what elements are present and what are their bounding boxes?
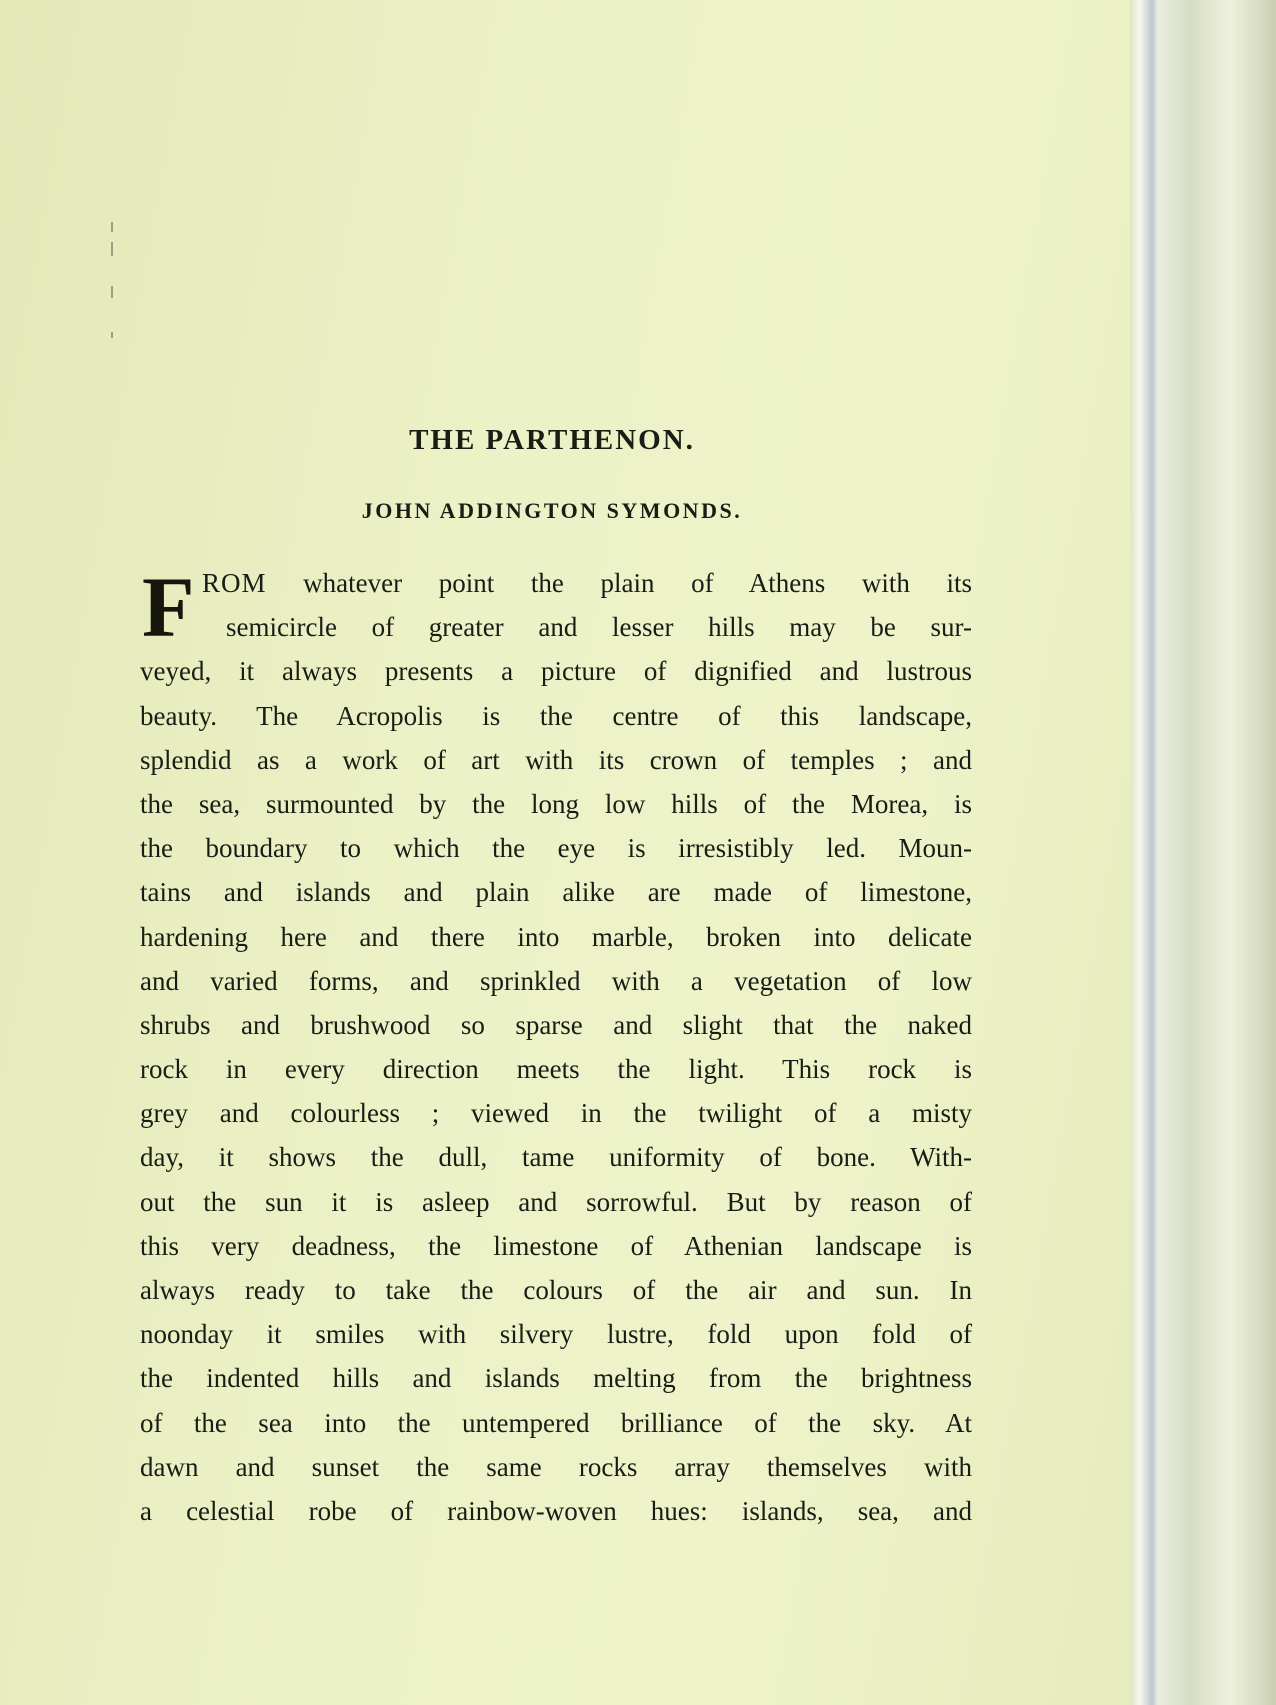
text-line-15: out the sun it is asleep and sorrowful. But by reason of	[140, 1186, 972, 1217]
first-word-rest: ROM	[202, 568, 267, 598]
gutter-marks	[111, 222, 115, 342]
text-line-10: and varied forms, and sprinkled with a vegetation of low	[140, 965, 972, 996]
text-line-6: the sea, surmounted by the long low hills of the Morea, is	[140, 788, 972, 819]
text-line-17: always ready to take the colours of the air and sun. In	[140, 1275, 972, 1305]
text-line-14: day, it shows the dull, tame uniformity of bone. With-	[140, 1142, 972, 1173]
text-line-12: rock in every direction meets the light. This rock is	[140, 1054, 972, 1085]
text-line-1	[140, 561, 972, 605]
text-line-5: splendid as a work of art with its crown of temples ; and	[140, 744, 972, 775]
text-line-3: veyed, it always presents a picture of dignified and lustrous	[140, 656, 972, 687]
text-line-4: beauty. The Acropolis is the centre of this landscape,	[140, 700, 972, 731]
text-line-22: a celestial robe of rainbow-woven hues: islands, sea, and	[140, 1495, 972, 1526]
text-line-19: the indented hills and islands melting from the brightness	[140, 1363, 972, 1394]
text-line-18: noonday it smiles with silvery lustre, fold upon fold of	[140, 1319, 972, 1350]
body-text	[140, 561, 972, 1533]
text-line-2: semicircle of greater and lesser hills may be sur-	[226, 612, 972, 643]
text-line-7: the boundary to which the eye is irresistibly led. Moun-	[140, 833, 972, 864]
drop-cap: F	[142, 559, 195, 655]
page-fore-edge	[1130, 0, 1276, 1705]
text-line-1-rest: whatever point the plain of Athens with its	[266, 568, 972, 598]
text-line-13: grey and colourless ; viewed in the twilight of a misty	[140, 1098, 972, 1129]
text-line-8: tains and islands and plain alike are made of limestone,	[140, 877, 972, 908]
text-line-16: this very deadness, the limestone of Athenian landscape is	[140, 1230, 972, 1261]
text-line-11: shrubs and brushwood so sparse and slight that the naked	[140, 1009, 972, 1040]
chapter-author: JOHN ADDINGTON SYMONDS.	[361, 498, 743, 523]
text-line-20: of the sea into the untempered brilliance of the sky. At	[140, 1407, 972, 1438]
text-line-9: hardening here and there into marble, broken into delicate	[140, 921, 972, 952]
chapter-title: THE PARTHENON.	[409, 424, 695, 456]
text-line-21: dawn and sunset the same rocks array themselves with	[140, 1451, 972, 1482]
